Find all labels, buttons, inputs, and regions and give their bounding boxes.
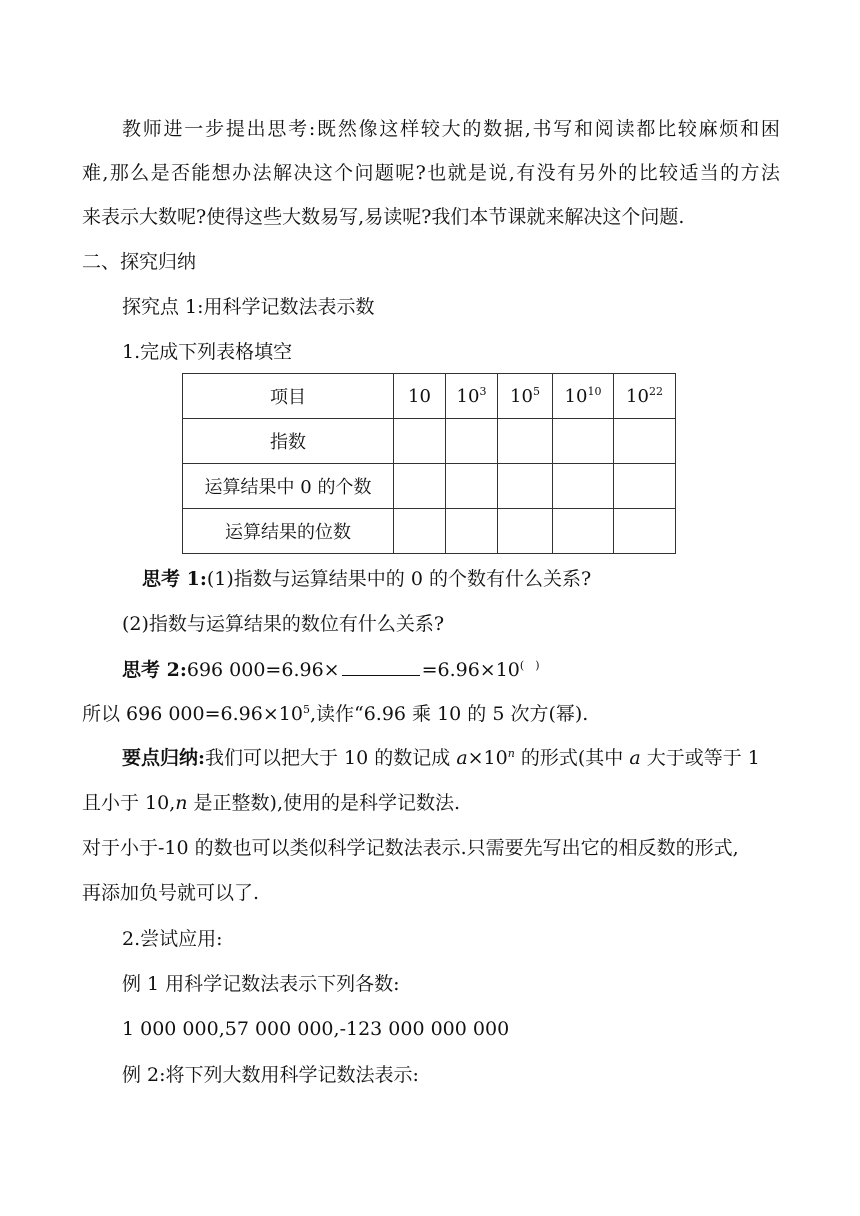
text-char: 这: [379, 118, 399, 140]
text-char: 大: [441, 118, 461, 140]
text-char: 考: [288, 118, 308, 140]
blank-cell[interactable]: [498, 464, 553, 509]
text-char: 否: [170, 162, 190, 184]
blank-cell[interactable]: [446, 419, 498, 464]
text-char: 办: [232, 162, 252, 184]
text-char: 教: [122, 118, 142, 140]
task1-title: 1.完成下列表格填空: [122, 341, 293, 363]
header-item: 项目: [183, 374, 394, 419]
text-char: 没: [536, 162, 556, 184]
blank-cell[interactable]: [394, 464, 446, 509]
text-char: 的: [462, 118, 482, 140]
blank-cell[interactable]: [394, 419, 446, 464]
header-10-pow-22: $10^{22}$: [614, 374, 676, 419]
text-char: 另: [577, 162, 597, 184]
exponent-blank[interactable]: ( ): [519, 659, 540, 672]
text-char: 然: [337, 118, 357, 140]
think2-expression-2: =6.96×10: [421, 659, 520, 681]
header-10-pow-3: $10^3$: [446, 374, 498, 419]
header-10-pow-5: $10^5$: [498, 374, 553, 419]
text-char: 较: [677, 118, 697, 140]
table-row-exponent: [183, 419, 676, 464]
text-char: 能: [191, 162, 211, 184]
text-char: ,: [508, 162, 515, 184]
think1-question: (1)指数与运算结果中的 0 的个数有什么关系?: [206, 568, 592, 590]
text-char: 像: [358, 118, 378, 140]
text-char: 提: [225, 118, 245, 140]
text-char: 困: [760, 118, 780, 140]
intro-line-2: [82, 161, 780, 185]
text-char: 和: [740, 118, 760, 140]
answer-blank[interactable]: [342, 657, 420, 676]
think1-line: [142, 567, 591, 591]
intro-line-1: [122, 117, 780, 141]
key-point-text: 我们可以把大于 10 的数记成: [205, 747, 457, 769]
text-char: 问: [354, 162, 374, 184]
text-char: 适: [679, 162, 699, 184]
text-char: 这: [313, 162, 333, 184]
table-header-row: [183, 374, 676, 419]
text-char: 说: [488, 162, 508, 184]
key-point-line2-pre: 且小于 10,: [82, 792, 176, 814]
text-char: 解: [272, 162, 292, 184]
section-heading: 二、探究归纳: [82, 251, 197, 273]
text-char: 出: [246, 118, 266, 140]
text-char: 难: [82, 162, 102, 184]
blank-cell[interactable]: [553, 464, 614, 509]
text-char: 书: [532, 118, 552, 140]
result-reading: ,读作“6.96 乘 10 的 5 次方(幂).: [309, 703, 589, 725]
text-char: 就: [447, 162, 467, 184]
blank-cell[interactable]: [614, 509, 676, 554]
text-char: 的: [618, 162, 638, 184]
text-char: 步: [205, 118, 225, 140]
key-point-line-1: [122, 746, 780, 770]
example2-title: 例 2:将下列大数用科学记数法表示:: [122, 1064, 419, 1086]
table-row-digit-count: [183, 509, 676, 554]
text-char: 是: [468, 162, 488, 184]
text-char: 个: [334, 162, 354, 184]
text-char: 样: [400, 118, 420, 140]
times-ten: ×10: [467, 747, 508, 769]
blank-cell[interactable]: [498, 419, 553, 464]
key-point-text-3: 大于或等于 1: [640, 747, 760, 769]
fill-in-table: [182, 373, 676, 554]
text-char: 法: [760, 162, 780, 184]
intro-line-3: 来表示大数呢?使得这些大数易写,易读呢?我们本节课就来解决这个问题.: [82, 206, 685, 228]
var-a: a: [456, 747, 468, 769]
example1-title: 例 1 用科学记数法表示下列各数:: [122, 973, 400, 995]
table-row-zero-count: [183, 464, 676, 509]
text-char: 有: [516, 162, 536, 184]
text-char: 的: [720, 162, 740, 184]
blank-cell[interactable]: [498, 509, 553, 554]
text-char: ?: [415, 162, 426, 184]
text-char: 当: [699, 162, 719, 184]
text-char: 也: [427, 162, 447, 184]
text-char: 较: [658, 162, 678, 184]
header-10-pow-10: $10^{10}$: [553, 374, 614, 419]
text-char: 么: [130, 162, 150, 184]
negative-note-line-2: 再添加负号就可以了.: [82, 882, 260, 904]
row-label-zero-count: 运算结果中 0 的个数: [183, 464, 394, 509]
text-char: ,: [102, 162, 109, 184]
blank-cell[interactable]: [553, 419, 614, 464]
text-char: 外: [597, 162, 617, 184]
var-n: n: [175, 792, 188, 814]
text-char: 既: [317, 118, 337, 140]
text-char: 是: [150, 162, 170, 184]
text-char: 据: [503, 118, 523, 140]
text-char: 那: [109, 162, 129, 184]
text-char: 较: [420, 118, 440, 140]
blank-cell[interactable]: [446, 464, 498, 509]
text-char: 呢: [395, 162, 415, 184]
think1-label: 思考 1:: [142, 568, 207, 590]
text-char: 题: [374, 162, 394, 184]
header-10: 10: [394, 374, 446, 419]
text-char: 进: [163, 118, 183, 140]
blank-cell[interactable]: [446, 509, 498, 554]
text-char: 数: [483, 118, 503, 140]
key-point-line2-post: 是正整数),使用的是科学记数法.: [187, 792, 461, 814]
think2-label: 思考 2:: [122, 659, 187, 681]
text-char: :: [308, 118, 316, 140]
result-line: [82, 702, 588, 726]
text-char: 阅: [594, 118, 614, 140]
text-char: 比: [657, 118, 677, 140]
text-char: 都: [636, 118, 656, 140]
blank-cell[interactable]: [614, 419, 676, 464]
row-label-digit-count: 运算结果的位数: [183, 509, 394, 554]
text-char: 读: [615, 118, 635, 140]
think2-expression: 696 000=6.96×: [186, 659, 340, 681]
text-char: 一: [184, 118, 204, 140]
text-char: 写: [553, 118, 573, 140]
think2-line: [122, 657, 540, 682]
key-point-line-2: [82, 791, 460, 815]
text-char: 想: [211, 162, 231, 184]
text-char: 师: [142, 118, 162, 140]
example1-numbers: 1 000 000,57 000 000,-123 000 000 000: [122, 1018, 510, 1040]
key-point-text-2: 的形式(其中: [514, 747, 630, 769]
text-char: 思: [267, 118, 287, 140]
text-char: 比: [638, 162, 658, 184]
text-char: 决: [293, 162, 313, 184]
negative-note-line-1: 对于小于-10 的数也可以类似科学记数法表示.只需要先写出它的相反数的形式,: [82, 837, 739, 859]
result-expression: 所以 696 000=6.96×10: [82, 703, 303, 725]
text-char: 法: [252, 162, 272, 184]
text-char: ,: [524, 118, 531, 140]
var-n-exponent: n: [507, 747, 515, 760]
var-a-2: a: [629, 747, 641, 769]
explore-point-title: 探究点 1:用科学记数法表示数: [122, 296, 375, 318]
think1-question-2: (2)指数与运算结果的数位有什么关系?: [122, 613, 445, 635]
row-label-exponent: 指数: [183, 419, 394, 464]
result-exponent: 5: [302, 703, 310, 716]
key-point-label: 要点归纳:: [122, 747, 206, 769]
blank-cell[interactable]: [614, 464, 676, 509]
text-char: 烦: [719, 118, 739, 140]
blank-cell[interactable]: [553, 509, 614, 554]
text-char: 麻: [698, 118, 718, 140]
task2-title: 2.尝试应用:: [122, 928, 223, 950]
blank-cell[interactable]: [394, 509, 446, 554]
text-char: 方: [740, 162, 760, 184]
text-char: 和: [574, 118, 594, 140]
text-char: 有: [557, 162, 577, 184]
